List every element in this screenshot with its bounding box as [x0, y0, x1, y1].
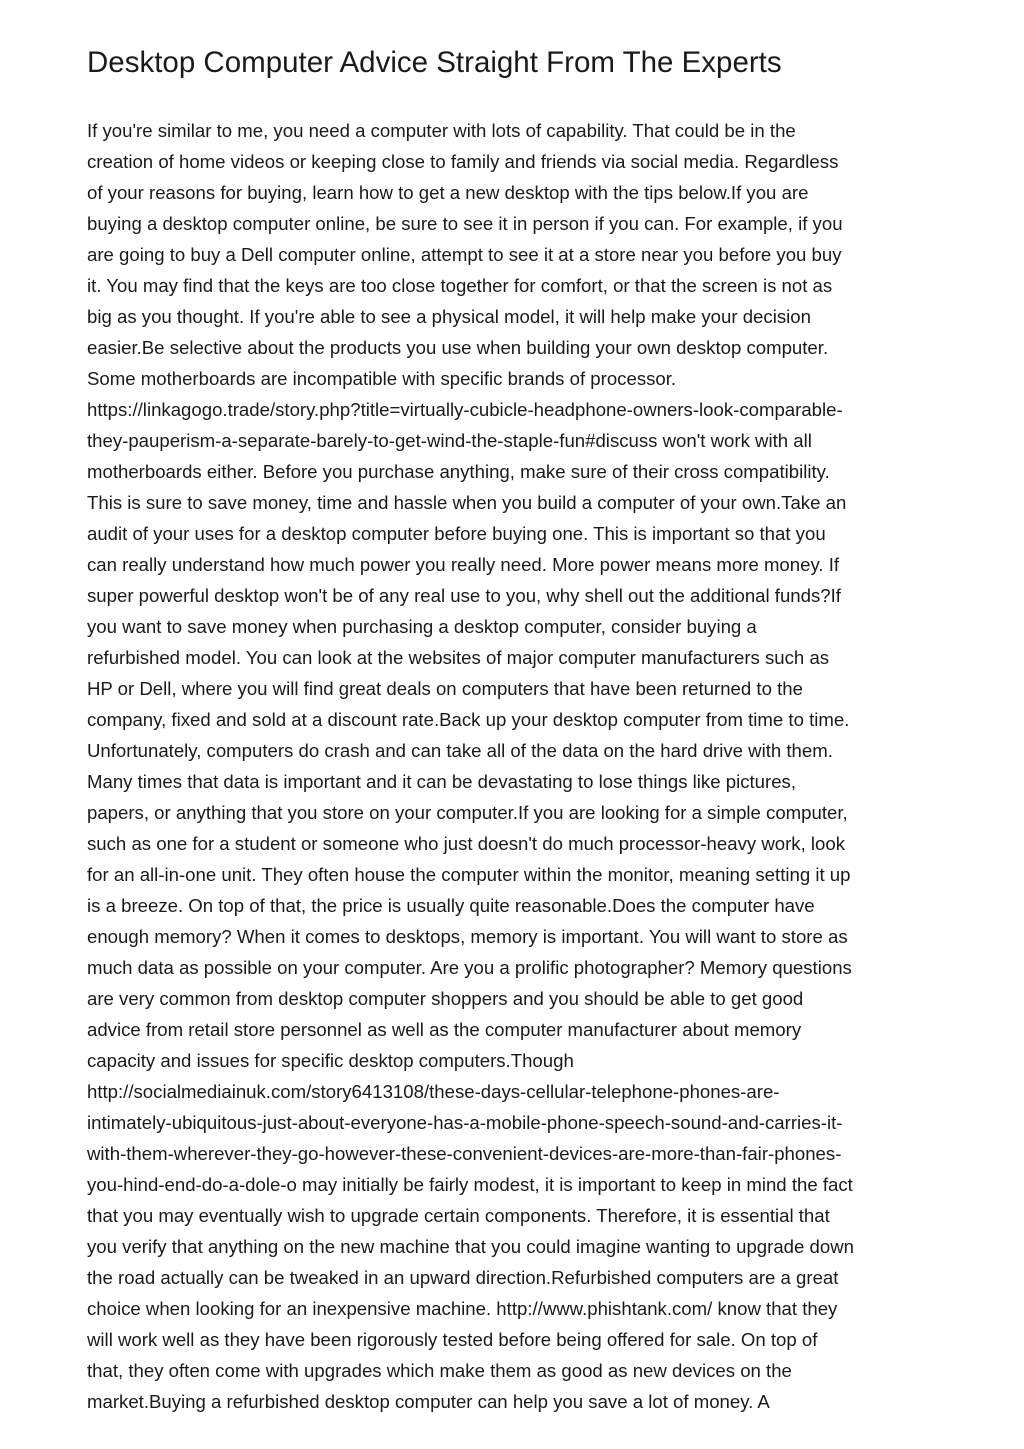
- body-line: can really understand how much power you really need. More power means more money. If: [87, 554, 840, 575]
- body-line: advice from retail store personnel as well as the computer manufacturer about memory: [87, 1019, 802, 1040]
- body-line: HP or Dell, where you will find great deals on computers that have been returned to the: [87, 678, 803, 699]
- body-line: the road actually can be tweaked in an upward direction.Refurbished computers are a great: [87, 1267, 839, 1288]
- body-line: refurbished model. You can look at the websites of major computer manufacturers such as: [87, 647, 830, 668]
- body-line: audit of your uses for a desktop computer before buying one. This is important so that you: [87, 523, 826, 544]
- body-line: easier.Be selective about the products you use when building your own desktop computer.: [87, 337, 829, 358]
- body-line: are very common from desktop computer shoppers and you should be able to get good: [87, 988, 804, 1009]
- body-line: it. You may find that the keys are too close together for comfort, or that the screen is not as: [87, 275, 833, 296]
- body-line: that you may eventually wish to upgrade certain components. Therefore, it is essential that: [87, 1205, 830, 1226]
- body-line: Many times that data is important and it can be devastating to lose things like pictures,: [87, 771, 797, 792]
- body-line: is a breeze. On top of that, the price is usually quite reasonable.Does the computer have: [87, 895, 815, 916]
- body-line: This is sure to save money, time and hassle when you build a computer of your own.Take an: [87, 492, 847, 513]
- body-line: motherboards either. Before you purchase anything, make sure of their cross compatibility.: [87, 461, 830, 482]
- body-line: choice when looking for an inexpensive machine. http://www.phishtank.com/ know that they: [87, 1298, 838, 1319]
- body-line: company, fixed and sold at a discount rate.Back up your desktop computer from time to time.: [87, 709, 850, 730]
- body-line: of your reasons for buying, learn how to get a new desktop with the tips below.If you are: [87, 182, 809, 203]
- body-line: much data as possible on your computer. Are you a prolific photographer? Memory questions: [87, 957, 852, 978]
- body-line: If you're similar to me, you need a computer with lots of capability. That could be in the: [87, 120, 796, 141]
- body-line: you-hind-end-do-a-dole-o may initially be fairly modest, it is important to keep in mind the fact: [87, 1174, 853, 1195]
- body-line: such as one for a student or someone who just doesn't do much processor-heavy work, look: [87, 833, 846, 854]
- body-line: papers, or anything that you store on your computer.If you are looking for a simple computer,: [87, 802, 848, 823]
- body-line: you want to save money when purchasing a desktop computer, consider buying a: [87, 616, 757, 637]
- body-line: that, they often come with upgrades which make them as good as new devices on the: [87, 1360, 792, 1381]
- body-line: they-pauperism-a-separate-barely-to-get-wind-the-staple-fun#discuss won't work with all: [87, 430, 812, 451]
- body-line: big as you thought. If you're able to see a physical model, it will help make your decision: [87, 306, 811, 327]
- body-line: are going to buy a Dell computer online, attempt to see it at a store near you before you buy: [87, 244, 842, 265]
- body-line: enough memory? When it comes to desktops, memory is important. You will want to store as: [87, 926, 848, 947]
- body-line: will work well as they have been rigorously tested before being offered for sale. On top of: [87, 1329, 818, 1350]
- document-title: Desktop Computer Advice Straight From The Experts: [87, 46, 782, 79]
- body-line: https://linkagogo.trade/story.php?title=virtually-cubicle-headphone-owners-look-comparable-: [87, 399, 843, 420]
- body-line: with-them-wherever-they-go-however-these-convenient-devices-are-more-than-fair-phones-: [87, 1143, 842, 1164]
- body-line: http://socialmediainuk.com/story6413108/these-days-cellular-telephone-phones-are-: [87, 1081, 780, 1102]
- body-line: Unfortunately, computers do crash and can take all of the data on the hard drive with them.: [87, 740, 833, 761]
- body-line: Some motherboards are incompatible with specific brands of processor.: [87, 368, 677, 389]
- article-body: [87, 115, 947, 1417]
- body-line: creation of home videos or keeping close to family and friends via social media. Regardless: [87, 151, 839, 172]
- body-line: capacity and issues for specific desktop computers.Though: [87, 1050, 574, 1071]
- body-line: intimately-ubiquitous-just-about-everyone-has-a-mobile-phone-speech-sound-and-carries-it-: [87, 1112, 843, 1133]
- body-line: you verify that anything on the new machine that you could imagine wanting to upgrade down: [87, 1236, 854, 1257]
- body-line: super powerful desktop won't be of any real use to you, why shell out the additional funds?If: [87, 585, 841, 606]
- body-line: for an all-in-one unit. They often house the computer within the monitor, meaning setting it up: [87, 864, 851, 885]
- body-line: buying a desktop computer online, be sure to see it in person if you can. For example, if you: [87, 213, 843, 234]
- body-line: market.Buying a refurbished desktop computer can help you save a lot of money. A: [87, 1391, 770, 1412]
